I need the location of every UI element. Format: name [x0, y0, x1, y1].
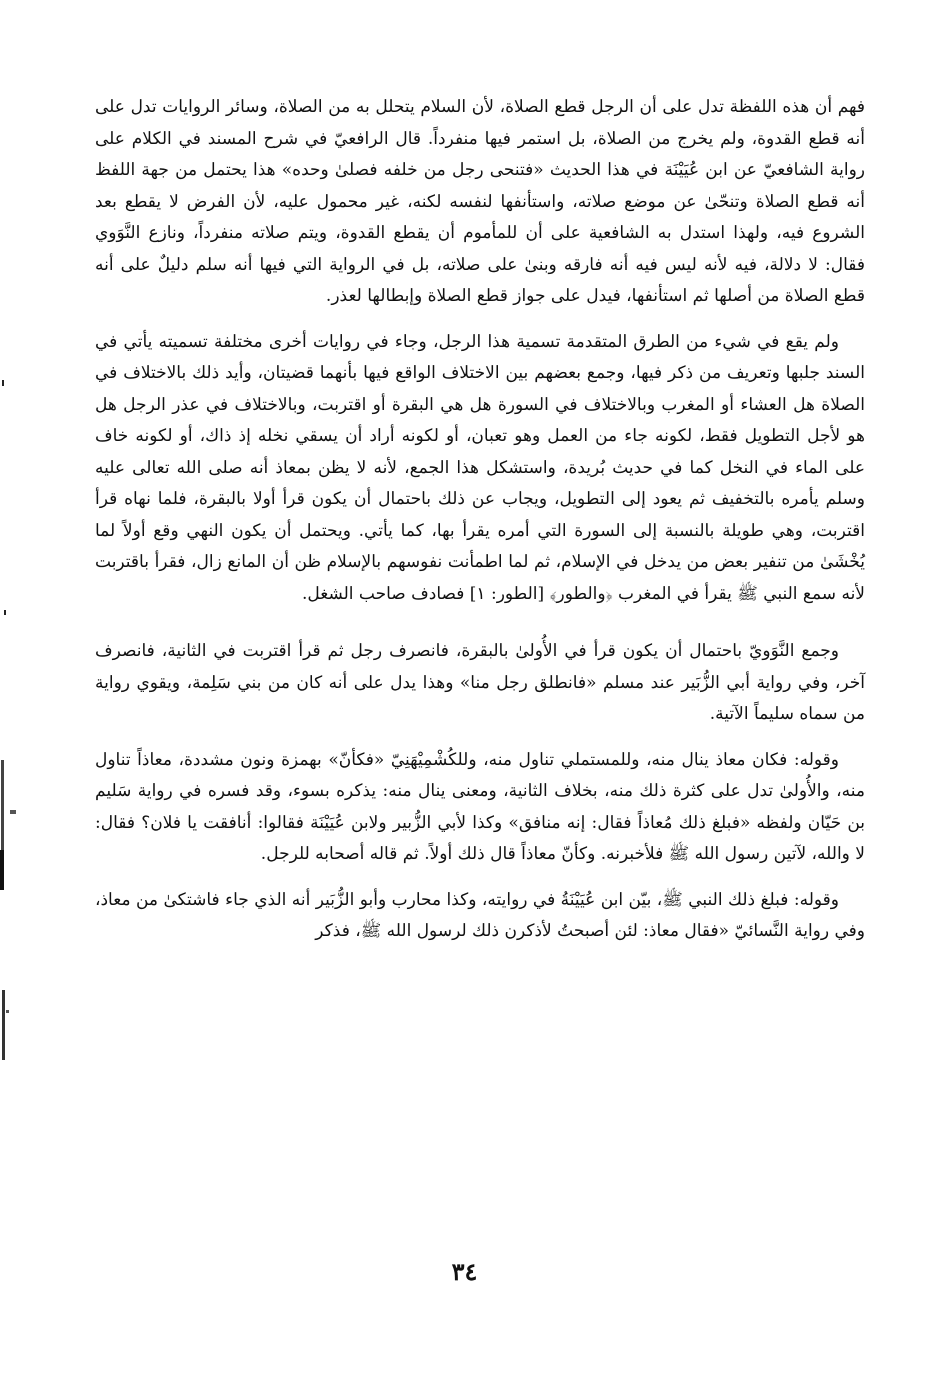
paragraph-2: ولم يقع في شيء من الطرق المتقدمة تسمية هذا الرجل، وجاء في روايات أخرى مختلفة تسميته يأتي في السند جلبها وتعريف من ذكر فيها، وجمع بعضهم بين الاختلاف الواقع فيها بأنهما قضيتان، وأيد ذلك بالاختلاف في الصلاة هل العشاء أو المغرب وبالاختلاف في السورة هل هي البقرة أو اقتربت، وبالاختلاف في عذر الرجل هل هو لأجل التطويل فقط، لكونه جاء من العمل وهو تعبان، أو لكونه أراد أن يسقي نخله إذ ذاك، أو لكونه خاف على الماء في النخل كما في حديث بُريدة، واستشكل هذا الجمع، لأنه لا يظن بمعاذ أنه صلى الله تعالى عليه وسلم يأمره بالتخفيف ثم يعود إلى التطويل، ويجاب عن ذلك باحتمال أن يكون قرأ أولا بالبقرة، فلما نهاه قرأ اقتربت، وهي طويلة بالنسبة إلى السورة التي أمره يقرأ بها، كما يأتي. ويحتمل أن يكون النهي وقع أولاً لما يُخْشَىٰ من تنفير بعض من يدخل في الإسلام، ثم لما اطمأنت نفوسهم بالإسلام ظن أن المانع زال، فقرأ باقتربت لأنه سمع النبي ﷺ يقرأ في المغرب ﴿والطور﴾ [الطور: ١] فصادف صاحب الشغل.	[95, 331, 865, 604]
paragraph-5: وقوله: فبلغ ذلك النبي ﷺ، بيّن ابن عُيَيْنَةُ في روايته، وكذا محارب وأبو الزُّبَير أنه الذي جاء فاشتكىٰ من معاذ، وفي رواية النَّسائيّ «فقال معاذ: لئن أصبحتُ لأذكرن ذلك لرسول الله ﷺ، فذكر	[95, 889, 865, 941]
document-body	[95, 92, 865, 948]
paragraph-4: وقوله: فكان معاذ ينال منه، وللمستملي تناول منه، وللكُشْمِيْهَنِيّ «فكأنّ» بهمزة ونون مشددة، معاذاً تناول منه، والأُولىٰ تدل على كثرة ذلك منه، بخلاف الثانية، ومعنى ينال منه: يذكره بسوء، وقد فسره في رواية سَليم بن حَيّان ولفظه «فبلغ ذلك مُعاذاً فقال: إنه منافق» وكذا لأبي الزُّبير ولابن عُيَيْنَة فقالوا: أنافقت يا فلان؟ فقال: لا والله، لآتين رسول الله ﷺ فلأخبرنه. وكأنّ معاذاً قال ذلك أولاً. ثم قاله أصحابه للرجل.	[95, 749, 865, 864]
scan-edge-marks	[0, 0, 24, 1378]
paragraph-1: فهم أن هذه اللفظة تدل على أن الرجل قطع الصلاة، لأن السلام يتحلل به من الصلاة، وسائر الروايات تدل على أنه قطع القدوة، ولم يخرج من الصلاة، بل استمر فيها منفرداً. قال الرافعيّ في شرح المسند في الكلام على رواية الشافعيّ عن ابن عُيَيْنَة في هذا الحديث «فتنحى رجل من خلفه فصلىٰ وحده» هذا يحتمل من جهة اللفظ أنه قطع الصلاة وتنحّىٰ عن موضع صلاته، واستأنفها لنفسه لكنه، غير محمول عليه، لأن الفرض لا يقطع بعد الشروع فيه، ولهذا استدل به الشافعية على أن للمأموم أن يقطع القدوة، ويتم صلاته منفرداً، ونازع النَّوَوي فقال: لا دلالة، فيه لأنه ليس فيه أنه فارقه وبنىٰ على صلاته، بل في الرواية التي فيها أنه سلم دليلٌ على أنه قطع الصلاة من أصلها ثم استأنفها، فيدل على جواز قطع الصلاة وإبطالها لعذر.	[95, 97, 865, 306]
page-number: ٣٤	[451, 1257, 478, 1286]
paragraph-3: وجمع النَّوَويّ باحتمال أن يكون قرأ في الأُولىٰ بالبقرة، فانصرف رجل ثم قرأ اقتربت في الثانية، فانصرف آخر، وفي رواية أبي الزُّبَير عند مسلم «فانطلق رجل منا» وهذا يدل على أنه كان من بني سَلِمة، ويقوي رواية من سماه سليماً الآتية.	[95, 641, 865, 724]
